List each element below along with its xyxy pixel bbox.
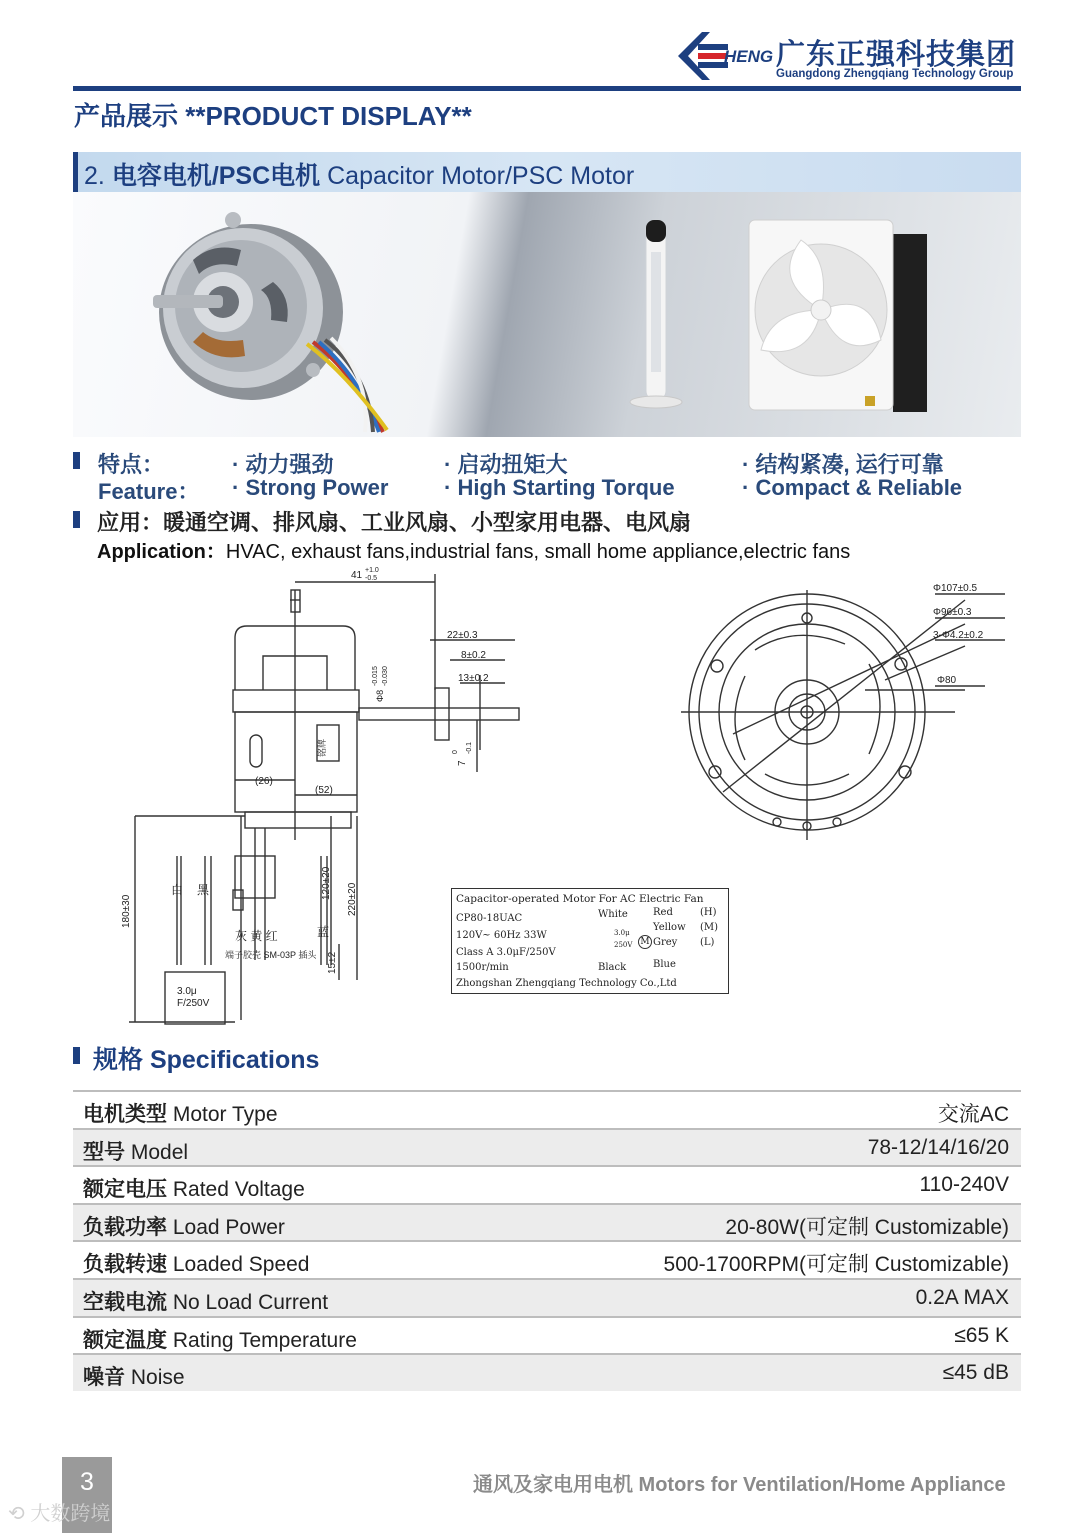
watermark [8,1497,110,1526]
header-divider [73,86,1021,91]
spec-value: 交流AC [937,1103,1009,1126]
dim-26: (26) [255,776,273,787]
wire-blue-label: 蓝 [317,925,330,939]
dim-180: 180±30 [121,894,132,928]
spec-key-en: No Load Current [172,1290,329,1314]
spec-row [73,1165,1021,1203]
nameplate-cap-small: 3.0μ [614,929,630,937]
footer-caption: 通风及家电用电机 Motors for Ventilation/Home Appliance [473,1474,1006,1496]
dim-15: 15±2 [327,951,338,974]
spec-value: ≤45 dB [942,1361,1009,1385]
spec-value: 110-240V [919,1173,1009,1197]
dim-41-tol-up: +1.0 [365,567,379,574]
feature-2-en: · High Starting Torque [444,475,675,500]
dim-7-tol-down: -0.1 [466,741,473,754]
company-name-en: Guangdong Zhengqiang Technology Group [776,68,1014,80]
feature-1-en: · Strong Power [232,475,389,500]
company-logo [676,28,1021,86]
spec-key-en: Load Power [172,1215,285,1239]
dim-shaft-tol-down: -0.030 [382,666,389,686]
spec-value: ≤65 K [954,1323,1009,1347]
capacitor-voltage: F/250V [177,998,210,1009]
spec-key-cn: 噪音 [83,1366,125,1390]
spec-key-en: Motor Type [172,1103,278,1126]
page-title: 产品展示 **PRODUCT DISPLAY** [74,101,472,131]
spec-row [73,1278,1021,1316]
nameplate-black: Black [598,962,627,973]
connector-label: 端子胶壳 SM-03P 插头 [225,950,317,960]
watermark-logo-icon: ⟲ [8,1503,31,1525]
motor-front-view [681,590,1005,840]
spec-value: 500-1700RPM(可定制 Customizable) [663,1253,1009,1277]
dim-mounting-holes: 3-Φ4.2±0.2 [933,630,984,641]
spec-row [73,1353,1021,1391]
page-number: 3 [80,1468,94,1496]
section-banner [73,152,1021,192]
spec-row [73,1203,1021,1241]
feature-2-cn: · 启动扭矩大 [444,452,568,477]
dim-220: 220±20 [347,882,358,916]
dim-7: 7 [457,760,468,766]
section-number: 2. [84,162,105,190]
spec-key-cn: 负载功率 [83,1215,167,1239]
wire-black-label: 黑 [197,883,210,897]
feature-3-cn: · 结构紧凑, 运行可靠 [742,452,944,477]
dim-41: 41 [351,570,363,581]
application-cn: 应用：暖通空调、排风扇、工业风扇、小型家用电器、电风扇 [97,510,692,535]
application-bullet [73,511,80,528]
dim-107: Φ107±0.5 [933,583,978,594]
spec-key-cn: 电机类型 [83,1103,167,1126]
spec-key-en: Rating Temperature [172,1328,357,1352]
dim-96: Φ96±0.3 [933,607,972,618]
nameplate-m: (M) [700,922,719,933]
company-name-cn: 广东正强科技集团 [776,39,1017,71]
nameplate-h: (H) [700,907,717,918]
nameplate-cap-small-v: 250V [614,941,633,949]
section-title-en: Capacitor Motor/PSC Motor [327,162,635,190]
dim-120: 120±20 [321,866,332,900]
spec-key-en: Noise [130,1366,185,1390]
product-hero-image [73,192,1021,437]
nameplate-white: White [598,909,628,920]
spec-key-cn: 额定电压 [83,1178,167,1202]
watermark-text: 大数跨境 [30,1503,111,1525]
spec-row [73,1090,1021,1128]
spec-key-cn: 型号 [83,1140,125,1164]
nameplate-blue: Blue [653,959,676,970]
motor-symbol-icon: M [638,935,652,949]
specs-title: 规格 Specifications [93,1046,320,1074]
exhaust-fan-image [749,220,927,412]
features-label-en: Feature： [98,479,200,504]
nameplate-class-cap: Class A 3.0μF/250V [456,947,556,958]
psc-motor-image [153,212,387,432]
nameplate-speed: 1500r/min [456,962,509,973]
spec-value: 20-80W(可定制 Customizable) [725,1215,1009,1239]
spec-row [73,1128,1021,1166]
nameplate-red: Red [653,907,673,918]
nameplate-model: CP80-18UAC [456,913,523,924]
application-text-en: HVAC, exhaust fans,industrial fans, small home appliance,electric fans [225,541,851,563]
features-bullet [73,452,80,469]
application-label-en: Application： [97,541,226,563]
dim-41-tol-down: -0.5 [365,575,378,582]
wire-white-label: 白 [171,883,184,897]
feature-3-en: · Compact & Reliable [742,475,963,500]
dim-8: 8±0.2 [461,650,486,661]
nameplate-title: Capacitor-operated Motor For AC Electric Fan [456,893,704,905]
dim-13: 13±0.2 [458,673,489,684]
dim-22: 22±0.3 [447,630,478,641]
dim-shaft: Φ8 [375,689,385,702]
spec-row [73,1240,1021,1278]
product-photos [73,192,1021,437]
wire-group-label: 灰 黄 红 [235,929,278,943]
spec-key-en: Loaded Speed [172,1253,310,1277]
spec-key-cn: 额定温度 [83,1328,167,1352]
spec-value: 0.2A MAX [915,1285,1009,1309]
specs-bullet [73,1047,80,1064]
spec-key-cn: 空载电流 [83,1290,167,1314]
feature-1-cn: · 动力强劲 [232,452,334,477]
tower-fan-image [630,220,682,408]
spec-row [73,1316,1021,1354]
spec-value: 78-12/14/16/20 [867,1135,1009,1159]
nameplate-l: (L) [700,937,715,948]
label-sticker: 铭牌 [317,738,327,757]
capacitor-value: 3.0μ [177,986,197,997]
nameplate-yellow: Yellow [653,922,686,933]
dim-52: (52) [315,785,333,796]
nameplate-grey: Grey [653,937,678,948]
spec-key-en: Rated Voltage [172,1178,305,1202]
nameplate-maker: Zhongshan Zhengqiang Technology Co.,Ltd [456,978,677,989]
section-title [84,156,634,192]
specs-table [73,1090,1021,1391]
spec-key-en: Model [130,1140,189,1164]
dim-7-tol-up: 0 [452,750,459,754]
section-title-cn: 电容电机/PSC电机 [111,162,321,190]
features-label-cn: 特点： [98,452,165,477]
dim-shaft-tol-up: -0.015 [372,666,379,686]
logo-mark-icon [676,30,774,82]
spec-key-cn: 负载转速 [83,1253,167,1277]
svg-text:HENG: HENG [724,47,774,66]
motor-nameplate [451,888,729,994]
nameplate-rating: 120V~ 60Hz 33W [456,930,547,941]
dim-80: Φ80 [937,675,957,686]
